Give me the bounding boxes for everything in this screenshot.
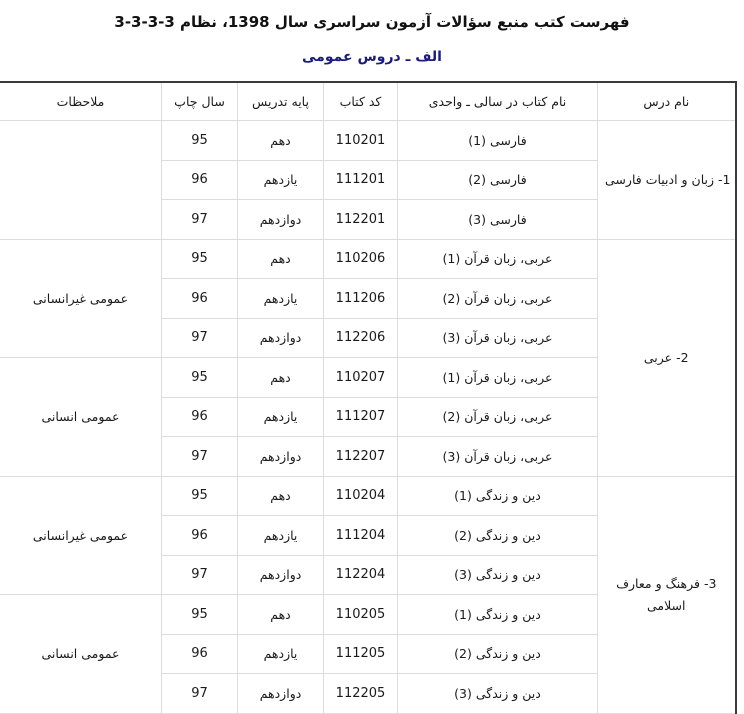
book-cell: عربی، زبان قرآن (3) xyxy=(398,437,598,477)
year-cell: 95 xyxy=(162,595,238,635)
book-cell: عربی، زبان قرآن (1) xyxy=(398,239,598,279)
book-cell: دین و زندگی (2) xyxy=(398,634,598,674)
year-cell: 97 xyxy=(162,674,238,714)
book-cell: عربی، زبان قرآن (2) xyxy=(398,397,598,437)
header-grade: پایه تدریس xyxy=(238,82,324,121)
grade-cell: دوازدهم xyxy=(238,555,324,595)
book-cell: دین و زندگی (2) xyxy=(398,516,598,556)
year-cell: 97 xyxy=(162,318,238,358)
code-cell: 111207 xyxy=(324,397,398,437)
table-row xyxy=(0,476,736,516)
grade-cell: یازدهم xyxy=(238,397,324,437)
year-cell: 97 xyxy=(162,437,238,477)
lesson-cell: 2- عربی xyxy=(598,239,736,476)
book-cell: دین و زندگی (3) xyxy=(398,555,598,595)
grade-cell: دهم xyxy=(238,121,324,161)
book-cell: دین و زندگی (3) xyxy=(398,674,598,714)
header-code: کد کتاب xyxy=(324,82,398,121)
notes-cell: عمومی انسانی xyxy=(0,595,162,714)
grade-cell: دهم xyxy=(238,595,324,635)
grade-cell: دوازدهم xyxy=(238,318,324,358)
year-cell: 95 xyxy=(162,239,238,279)
source-books-table xyxy=(0,81,737,714)
code-cell: 110207 xyxy=(324,358,398,398)
year-cell: 95 xyxy=(162,358,238,398)
book-cell: عربی، زبان قرآن (1) xyxy=(398,358,598,398)
header-book: نام کتاب در سالی ـ واحدی xyxy=(398,82,598,121)
code-cell: 112206 xyxy=(324,318,398,358)
code-cell: 110205 xyxy=(324,595,398,635)
year-cell: 97 xyxy=(162,555,238,595)
book-cell: دین و زندگی (1) xyxy=(398,476,598,516)
code-cell: 111204 xyxy=(324,516,398,556)
book-cell: دین و زندگی (1) xyxy=(398,595,598,635)
code-cell: 111201 xyxy=(324,160,398,200)
code-cell: 110204 xyxy=(324,476,398,516)
book-cell: فارسی (3) xyxy=(398,200,598,240)
table-row xyxy=(0,121,736,161)
header-year: سال چاپ xyxy=(162,82,238,121)
code-cell: 110201 xyxy=(324,121,398,161)
section-subtitle: الف ـ دروس عمومی xyxy=(302,49,442,65)
code-cell: 112207 xyxy=(324,437,398,477)
code-cell: 112205 xyxy=(324,674,398,714)
year-cell: 96 xyxy=(162,397,238,437)
grade-cell: دوازدهم xyxy=(238,437,324,477)
grade-cell: دوازدهم xyxy=(238,674,324,714)
year-cell: 97 xyxy=(162,200,238,240)
table-header-row xyxy=(0,82,736,121)
notes-cell: عمومی غیرانسانی xyxy=(0,476,162,595)
grade-cell: یازدهم xyxy=(238,160,324,200)
grade-cell: دهم xyxy=(238,358,324,398)
header-notes: ملاحظات xyxy=(0,82,162,121)
notes-cell: عمومی غیرانسانی xyxy=(0,239,162,358)
code-cell: 111205 xyxy=(324,634,398,674)
year-cell: 96 xyxy=(162,634,238,674)
year-cell: 95 xyxy=(162,121,238,161)
header-lesson: نام درس xyxy=(598,82,736,121)
notes-cell xyxy=(0,121,162,240)
grade-cell: یازدهم xyxy=(238,279,324,319)
year-cell: 96 xyxy=(162,516,238,556)
book-cell: عربی، زبان قرآن (3) xyxy=(398,318,598,358)
lesson-cell: 3- فرهنگ و معارف اسلامی xyxy=(598,476,736,713)
code-cell: 112204 xyxy=(324,555,398,595)
year-cell: 95 xyxy=(162,476,238,516)
table-row xyxy=(0,239,736,279)
document-title: فهرست کتب منبع سؤالات آزمون سراسری سال 1398، نظام 3-3-3-3 xyxy=(114,13,630,31)
grade-cell: دهم xyxy=(238,239,324,279)
code-cell: 112201 xyxy=(324,200,398,240)
lesson-cell: 1- زبان و ادبیات فارسی xyxy=(598,121,736,240)
grade-cell: دوازدهم xyxy=(238,200,324,240)
book-cell: فارسی (1) xyxy=(398,121,598,161)
book-cell: عربی، زبان قرآن (2) xyxy=(398,279,598,319)
code-cell: 110206 xyxy=(324,239,398,279)
grade-cell: یازدهم xyxy=(238,516,324,556)
grade-cell: یازدهم xyxy=(238,634,324,674)
notes-cell: عمومی انسانی xyxy=(0,358,162,477)
year-cell: 96 xyxy=(162,279,238,319)
code-cell: 111206 xyxy=(324,279,398,319)
year-cell: 96 xyxy=(162,160,238,200)
book-cell: فارسی (2) xyxy=(398,160,598,200)
grade-cell: دهم xyxy=(238,476,324,516)
